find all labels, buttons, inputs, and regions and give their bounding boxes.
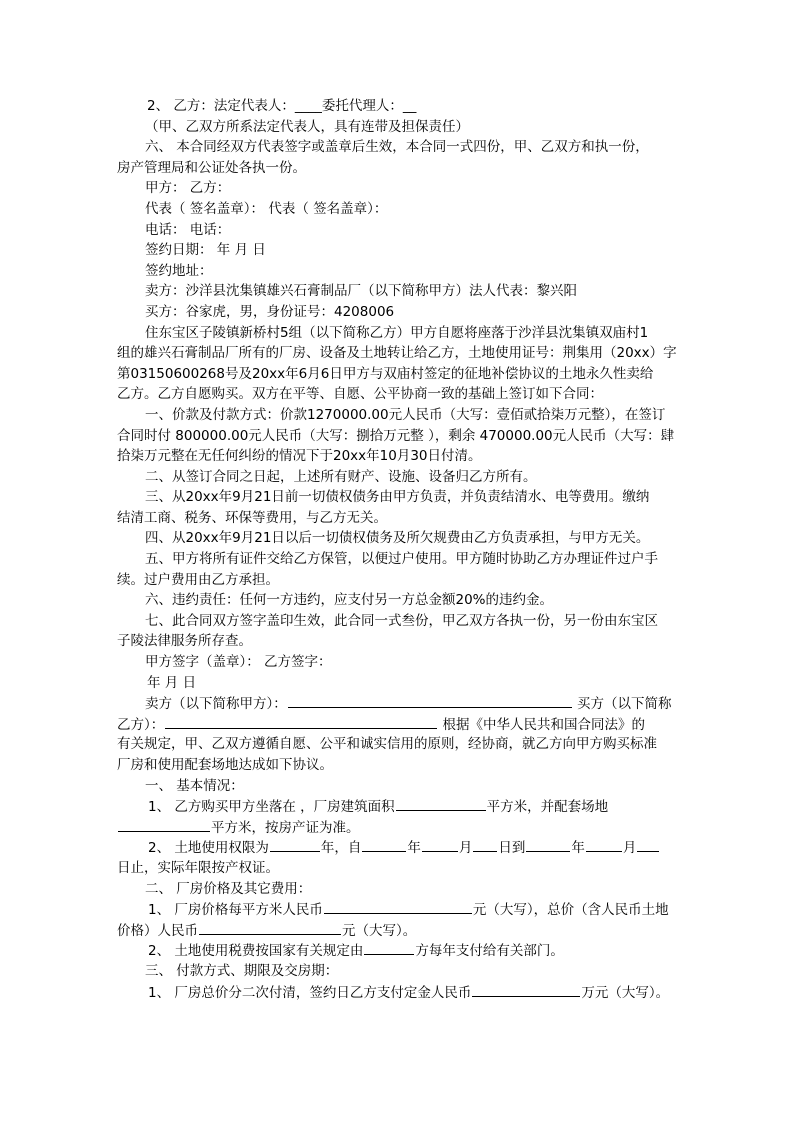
text-segment: 1、 厂房总价分二次付清，签约日乙方支付定金人民币 — [148, 984, 472, 1001]
buyer-blank — [165, 714, 437, 729]
text-line: 六、 本合同经双方代表签字或盖章后生效，本合同一式四份，甲、乙双方和执一份， — [145, 139, 649, 156]
text-line: 签约地址： — [145, 262, 213, 279]
text-segment: 平方米，按房产证为准。 — [211, 819, 360, 836]
text-line: 续。过户费用由乙方承担。 — [117, 571, 279, 588]
end-year-blank — [526, 837, 570, 852]
tax-party-blank — [364, 940, 414, 955]
text-line: 甲方签字（盖章）： 乙方签字： — [145, 654, 332, 671]
deposit-blank — [472, 982, 580, 997]
text-line: 一、价款及付款方式：价款1270000.00元人民币（大写：壹佰贰拾柒万元整），在签订 — [145, 406, 666, 423]
text-line — [117, 796, 683, 817]
text-line: 签约日期： 年 月 日 — [145, 242, 266, 259]
text-line: 乙方。乙方自愿购买。双方在平等、自愿、公平协商一致的基础上签订如下合同： — [117, 386, 603, 403]
text-line: 三、从20xx年9月21日前一切债权债务由甲方负责，并负责结清水、电等费用。缴纳 — [145, 489, 650, 506]
text-line: 结清工商、税务、环保等费用，与乙方无关。 — [117, 509, 387, 526]
text-segment: 元（大写）。 — [342, 922, 417, 939]
text-line: 甲方： 乙方： — [145, 180, 231, 197]
text-line — [117, 693, 683, 714]
text-segment: 2、 土地使用税费按国家有关规定由 — [148, 943, 364, 960]
text-segment: 日到 — [498, 840, 526, 857]
text-line — [117, 817, 683, 838]
total-price-blank — [199, 920, 341, 935]
text-line: 厂房和使用配套场地达成如下协议。 — [117, 757, 333, 773]
text-segment: 根据《中华人民共和国合同法》的 — [442, 716, 646, 733]
text-segment: 方每年支付给有关部门。 — [415, 943, 564, 960]
text-line: 卖方：沙洋县沈集镇雄兴石膏制品厂（以下简称甲方）法人代表：黎兴阳 — [145, 283, 577, 300]
text-segment: 月 — [458, 840, 473, 857]
text-line: 住东宝区子陵镇新桥村5组（以下简称乙方）甲方自愿将座落于沙洋县沈集镇双庙村1 — [145, 324, 649, 341]
text-line: （甲、乙双方所系法定代表人，具有连带及担保责任） — [145, 118, 469, 135]
start-month-blank — [422, 837, 458, 852]
text-segment: 年 — [407, 840, 421, 857]
text-line — [117, 982, 683, 1003]
text-segment: 1、 厂房价格每平方米人民币 — [148, 902, 323, 919]
text-segment: 年，自 — [320, 840, 362, 857]
text-segment: 价格）人民币 — [117, 922, 198, 939]
text-line: 第03150600268号及20xx年6月6日甲方与双庙村签定的征地补偿协议的土地永久性卖给 — [117, 365, 654, 382]
text-line: 日止，实际年限按产权证。 — [117, 859, 279, 876]
buyer-label: 买方（以下简称 — [577, 696, 672, 713]
text-line: 七、此合同双方签字盖印生效，此合同一式叁份，甲乙双方各执一份，另一份由东宝区 — [145, 612, 658, 629]
seller-label: 卖方（以下简称甲方）： — [145, 696, 287, 713]
text-line: 2、 乙方：法定代表人：____委托代理人：__ — [147, 98, 417, 114]
text-line — [117, 714, 683, 735]
text-line: 房产管理局和公证处各执一份。 — [117, 159, 306, 176]
text-segment: 万元（大写）。 — [581, 984, 670, 1001]
contract-document — [117, 96, 683, 1002]
years-blank — [270, 837, 320, 852]
start-year-blank — [362, 837, 406, 852]
text-line: 五、甲方将所有证件交给乙方保管，以便过户使用。甲方随时协助乙方办理证件过户手 — [145, 551, 658, 568]
text-line — [117, 899, 683, 920]
end-month-blank — [586, 837, 622, 852]
text-line: 二、 厂房价格及其它费用： — [145, 880, 312, 897]
text-line — [117, 920, 683, 941]
text-line: 四、从20xx年9月21日以后一切债权债务及所欠规费由乙方负责承担，与甲方无关。 — [145, 530, 650, 547]
start-day-blank — [473, 837, 497, 852]
text-line: 年 月 日 — [147, 674, 197, 691]
end-day-blank — [637, 837, 659, 852]
text-line: 子陵法律服务所存查。 — [117, 633, 252, 650]
text-segment: 月 — [622, 840, 637, 857]
text-line: 一、 基本情况： — [145, 777, 244, 794]
buyer-label-cont: 乙方）： — [117, 716, 165, 733]
text-segment: 年 — [571, 840, 585, 857]
text-segment: 平方米，并配套场地 — [486, 799, 609, 816]
site-area-blank — [118, 817, 210, 832]
text-line: 组的雄兴石膏制品厂所有的厂房、设备及土地转让给乙方，土地使用证号：荆集用（20xx）字 — [117, 345, 677, 362]
text-line — [117, 940, 683, 961]
unit-price-blank — [324, 899, 472, 914]
text-line: 三、 付款方式、期限及交房期： — [145, 962, 339, 979]
text-line: 有关规定，甲、乙双方遵循自愿、公平和诚实信用的原则，经协商，就乙方向甲方购买标准 — [117, 736, 657, 753]
text-line: 买方：谷家虎，男，身份证号：4208006 — [145, 303, 395, 320]
area-blank — [396, 796, 486, 811]
seller-blank — [288, 693, 572, 708]
text-line: 代表（ 签名盖章）： 代表（ 签名盖章）： — [145, 200, 388, 217]
text-line: 电话： 电话： — [145, 221, 231, 238]
text-line — [117, 837, 683, 858]
text-segment: 2、 土地使用权限为 — [148, 840, 269, 857]
text-segment: 元（大写），总价（含人民币土地 — [472, 902, 669, 919]
text-line: 拾柒万元整在无任何纠纷的情况下于20xx年10月30日付清。 — [117, 448, 482, 465]
text-line: 二、从签订合同之日起，上述所有财产、设施、设备归乙方所有。 — [145, 468, 537, 485]
text-segment: 1、 乙方购买甲方坐落在 ，厂房建筑面积 — [148, 799, 395, 816]
text-line: 六、违约责任：任何一方违约，应支付另一方总金额20%的违约金。 — [145, 592, 554, 609]
text-line: 合同时付 800000.00元人民币（大写：捌拾万元整 ），剩余 470000.00元人民币（大写：肆 — [117, 427, 675, 444]
